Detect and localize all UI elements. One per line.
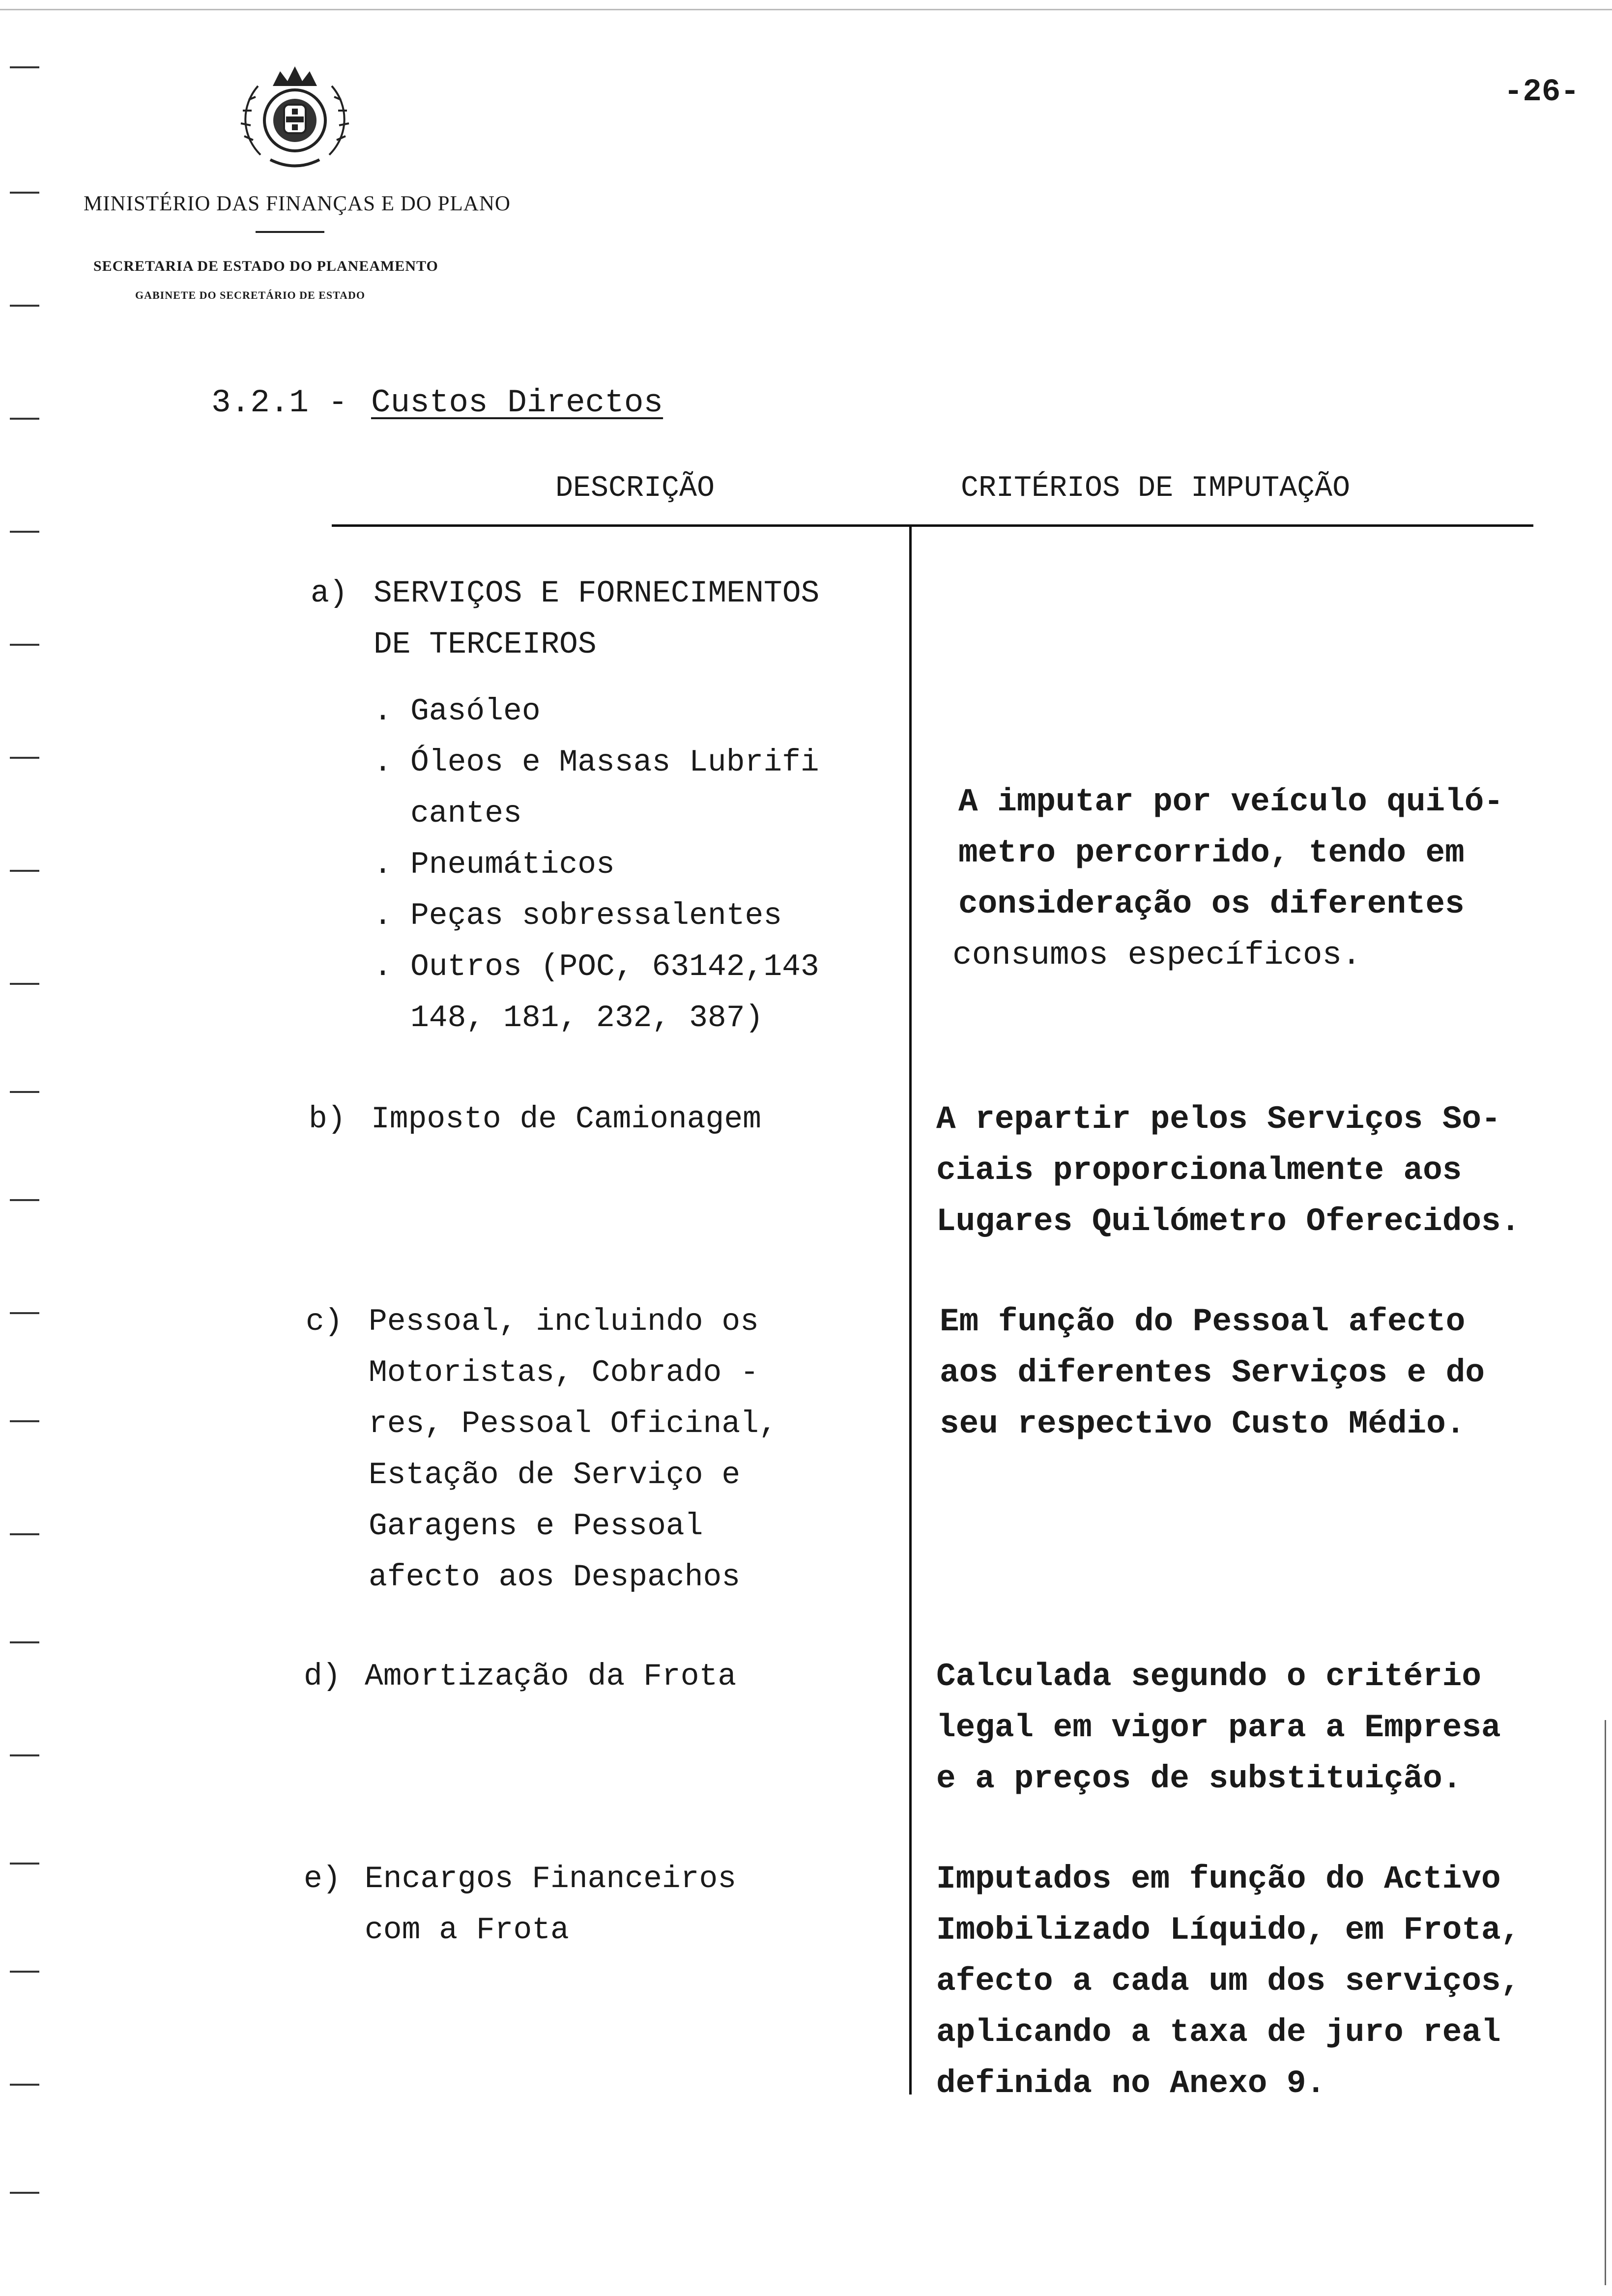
margin-tick: [10, 983, 39, 985]
margin-tick: [10, 1641, 39, 1643]
row-a-desc-line-2: DE TERCEIROS: [374, 627, 597, 662]
row-marker-c: c): [306, 1304, 343, 1339]
margin-tick: [10, 757, 39, 759]
row-e-desc-line-2: com a Frota: [365, 1913, 569, 1948]
margin-tick: [10, 531, 39, 533]
page-number: -26-: [1504, 75, 1580, 110]
list-item: Outros (POC, 63142,143: [410, 949, 819, 984]
row-e-criteria-line-4: aplicando a taxa de juro real: [936, 2014, 1501, 2051]
coat-of-arms-icon: [231, 66, 359, 170]
section-number: 3.2.1 -: [211, 384, 348, 421]
row-b-criteria-line-3: Lugares Quilómetro Oferecidos.: [936, 1203, 1521, 1240]
row-d-criteria-line-3: e a preços de substituição.: [936, 1760, 1462, 1797]
row-e-desc-line-1: Encargos Financeiros: [365, 1862, 737, 1896]
row-c-desc-line-4: Estação de Serviço e: [369, 1458, 741, 1492]
margin-tick: [10, 1533, 39, 1535]
margin-tick: [10, 644, 39, 646]
gabinete-name: GABINETE DO SECRETÁRIO DE ESTADO: [135, 289, 366, 301]
row-a-criteria-line-1: A imputar por veículo quiló-: [958, 783, 1503, 820]
margin-tick: [10, 192, 39, 194]
row-a-criteria-line-4: consumos específicos.: [952, 937, 1361, 974]
row-e-criteria-line-3: afecto a cada um dos serviços,: [936, 1963, 1521, 2000]
row-a-criteria-line-2: metro percorrido, tendo em: [958, 834, 1465, 871]
list-item: Óleos e Massas Lubrifi: [410, 745, 819, 780]
header-divider: [256, 231, 324, 233]
list-item: Gasóleo: [410, 694, 541, 729]
row-marker-d: d): [304, 1659, 341, 1694]
row-c-criteria-line-2: aos diferentes Serviços e do: [940, 1354, 1485, 1391]
margin-tick: [10, 1199, 39, 1201]
column-header-criteria: CRITÉRIOS DE IMPUTAÇÃO: [961, 472, 1351, 505]
row-e-criteria-line-5: definida no Anexo 9.: [936, 2065, 1326, 2102]
row-e-criteria-line-1: Imputados em função do Activo: [936, 1861, 1501, 1897]
list-item: 148, 181, 232, 387): [410, 1001, 764, 1035]
row-e-criteria-line-2: Imobilizado Líquido, em Frota,: [936, 1912, 1521, 1949]
table-column-divider: [909, 527, 912, 2095]
row-c-criteria-line-1: Em função do Pessoal afecto: [940, 1303, 1466, 1340]
list-item-bullet: .: [374, 745, 392, 780]
margin-tick: [10, 2192, 39, 2194]
scan-right-edge: [1605, 1720, 1606, 2285]
list-item: cantes: [410, 796, 522, 831]
margin-tick: [10, 2084, 39, 2086]
margin-tick: [10, 1863, 39, 1865]
row-b-criteria-line-1: A repartir pelos Serviços So-: [936, 1101, 1501, 1138]
row-a-desc-line-1: SERVIÇOS E FORNECIMENTOS: [374, 576, 820, 611]
row-c-criteria-line-3: seu respectivo Custo Médio.: [940, 1406, 1466, 1442]
margin-tick: [10, 1754, 39, 1756]
margin-tick: [10, 418, 39, 420]
column-header-description: DESCRIÇÃO: [555, 472, 715, 505]
row-c-desc-line-2: Motoristas, Cobrado -: [369, 1355, 759, 1390]
margin-tick: [10, 1091, 39, 1093]
table-header-rule: [332, 524, 1533, 527]
ministry-name: MINISTÉRIO DAS FINANÇAS E DO PLANO: [84, 192, 511, 215]
margin-tick: [10, 1312, 39, 1314]
margin-tick: [10, 305, 39, 307]
margin-tick: [10, 1971, 39, 1973]
secretaria-name: SECRETARIA DE ESTADO DO PLANEAMENTO: [93, 258, 438, 274]
row-c-desc-line-5: Garagens e Pessoal: [369, 1509, 703, 1544]
row-c-desc-line-3: res, Pessoal Oficinal,: [369, 1406, 777, 1441]
row-marker-e: e): [304, 1862, 341, 1896]
margin-tick: [10, 870, 39, 872]
row-d-criteria-line-2: legal em vigor para a Empresa: [936, 1709, 1501, 1746]
row-d-criteria-line-1: Calculada segundo o critério: [936, 1658, 1481, 1695]
row-b-desc-line-1: Imposto de Camionagem: [371, 1102, 761, 1137]
list-item-bullet: .: [374, 694, 392, 729]
row-c-desc-line-1: Pessoal, incluindo os: [369, 1304, 759, 1339]
row-marker-a: a): [311, 576, 348, 611]
row-d-desc-line-1: Amortização da Frota: [365, 1659, 737, 1694]
row-a-criteria-line-3: consideração os diferentes: [958, 886, 1465, 922]
list-item: Pneumáticos: [410, 847, 615, 882]
list-item-bullet: .: [374, 949, 392, 984]
scan-top-edge: [0, 9, 1612, 10]
row-b-criteria-line-2: ciais proporcionalmente aos: [936, 1152, 1462, 1189]
list-item-bullet: .: [374, 898, 392, 933]
row-marker-b: b): [309, 1102, 346, 1137]
margin-tick: [10, 1420, 39, 1422]
margin-tick: [10, 66, 39, 68]
row-c-desc-line-6: afecto aos Despachos: [369, 1560, 741, 1595]
list-item: Peças sobressalentes: [410, 898, 782, 933]
list-item-bullet: .: [374, 847, 392, 882]
section-title: Custos Directos: [371, 384, 663, 421]
